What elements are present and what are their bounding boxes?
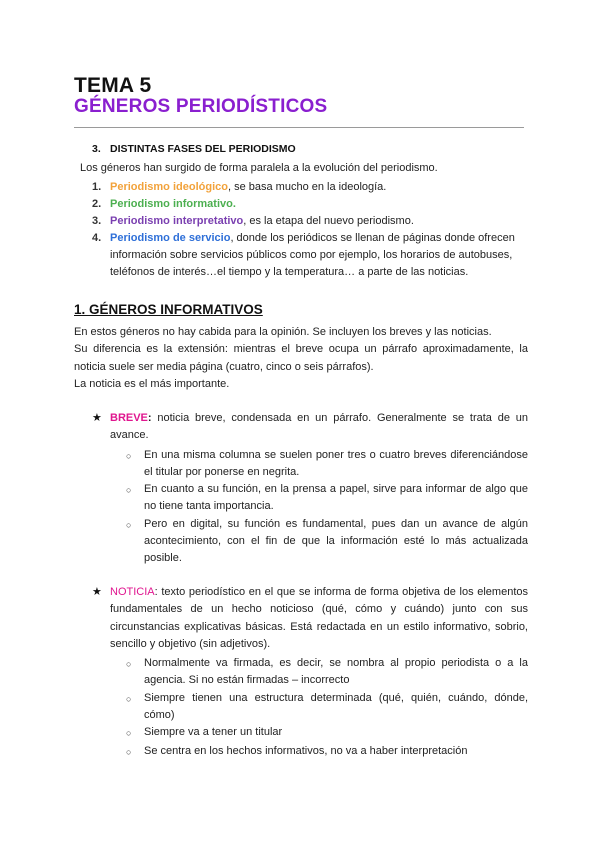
- circle-bullet-icon: ○: [126, 693, 132, 704]
- phase-item: [92, 213, 532, 230]
- list-item-text: Normalmente va firmada, es decir, se nombra al propio periodista o a la agencia. Si no están firmadas – incorrecto: [144, 657, 528, 687]
- section-heading: 1. GÉNEROS INFORMATIVOS: [74, 302, 263, 317]
- intro-paragraph: La noticia es el más importante.: [74, 377, 230, 390]
- page-subtitle: GÉNEROS PERIODÍSTICOS: [74, 96, 328, 117]
- list-item: [126, 655, 528, 690]
- list-item-text: En una misma columna se suelen poner tres o cuatro breves diferenciándose el titular por ponerse en negrita.: [144, 448, 528, 478]
- list-item-text: Pero en digital, su función es fundamental, pues dan un avance de algún acontecimiento, con el fin de que la información esté lo más actualizada posible.: [144, 517, 528, 565]
- noticia-bullets: [126, 655, 528, 761]
- list-item: [126, 447, 528, 482]
- list-item: [126, 690, 528, 725]
- phase-label: Periodismo informativo.: [110, 198, 236, 210]
- noticia-keyword: NOTICIA: [110, 586, 155, 598]
- circle-bullet-icon: ○: [126, 519, 132, 530]
- list-item-text: Siempre va a tener un titular: [144, 726, 283, 739]
- star-icon: ★: [92, 412, 102, 424]
- list-item: [126, 743, 528, 761]
- list-item-text: Se centra en los hechos informativos, no va a haber interpretación: [144, 744, 468, 757]
- phase-number: 1.: [92, 181, 102, 193]
- intro-paragraph: Su diferencia es la extensión: mientras el breve ocupa un párrafo aproximadamente, la noticia suele ser media página (cuatro, cinco o seis párrafos).: [74, 343, 528, 373]
- phase-number: 2.: [92, 198, 102, 210]
- star-icon: ★: [92, 586, 102, 598]
- phase-text: , es la etapa del nuevo periodismo.: [243, 215, 414, 227]
- phase-number: 4.: [92, 232, 102, 244]
- phase-text: , donde los periódicos se llenan de páginas donde ofrecen información sobre servicios públicos como por ejemplo, los horarios de autobuses, teléfonos de interés…el tiempo y la temperatura… a parte de las noticias.: [110, 232, 515, 278]
- list-item-text: Siempre tienen una estructura determinada (qué, quién, cuándo, dónde, cómo): [144, 691, 528, 722]
- list-item: [126, 724, 528, 742]
- breve-definition: [92, 410, 528, 445]
- breve-text: noticia breve, condensada en un párrafo. Generalmente se trata de un avance.: [110, 412, 528, 442]
- noticia-colon: :: [154, 586, 158, 598]
- phases-intro: Los géneros han surgido de forma paralela a la evolución del periodismo.: [80, 162, 438, 174]
- page-title: TEMA 5: [74, 74, 152, 97]
- phase-label: Periodismo de servicio: [110, 232, 231, 244]
- phases-heading: [92, 143, 296, 155]
- list-item: [126, 481, 528, 516]
- phase-text: , se basa mucho en la ideología.: [227, 181, 387, 193]
- phase-label: Periodismo ideológico: [110, 181, 228, 193]
- phase-item: [92, 179, 532, 196]
- phase-number: 3.: [92, 215, 102, 227]
- title-divider: [74, 127, 524, 128]
- noticia-block: [92, 584, 528, 761]
- noticia-definition: [92, 584, 528, 653]
- circle-bullet-icon: ○: [126, 659, 132, 670]
- breve-keyword: BREVE: [110, 412, 148, 424]
- phase-item: [92, 230, 532, 281]
- breve-block: [92, 410, 528, 568]
- list-item: [126, 516, 528, 568]
- phases-heading-number: 3.: [92, 143, 101, 155]
- section-intro: [74, 324, 528, 393]
- circle-bullet-icon: ○: [126, 746, 132, 757]
- circle-bullet-icon: ○: [126, 485, 132, 496]
- breve-bullets: [126, 447, 528, 568]
- circle-bullet-icon: ○: [126, 728, 132, 739]
- circle-bullet-icon: ○: [126, 450, 132, 461]
- phases-heading-text: DISTINTAS FASES DEL PERIODISMO: [110, 143, 296, 155]
- breve-colon: :: [147, 412, 152, 424]
- noticia-text: texto periodístico en el que se informa de forma objetiva de los elementos fundamentales de un hecho noticioso (qué, cómo y cuándo) junto con sus circunstancias explicativas básicas. Está redactada en un estilo informativo, sobrio, sencillo y objetivo (sin adjetivos).: [110, 586, 528, 650]
- phase-item: [92, 196, 532, 213]
- list-item-text: En cuanto a su función, en la prensa a papel, sirve para informar de algo que no tiene tanta importancia.: [144, 483, 528, 513]
- phase-label: Periodismo interpretativo: [110, 215, 244, 227]
- phases-list: [92, 179, 532, 281]
- intro-paragraph: En estos géneros no hay cabida para la opinión. Se incluyen los breves y las noticias.: [74, 326, 492, 338]
